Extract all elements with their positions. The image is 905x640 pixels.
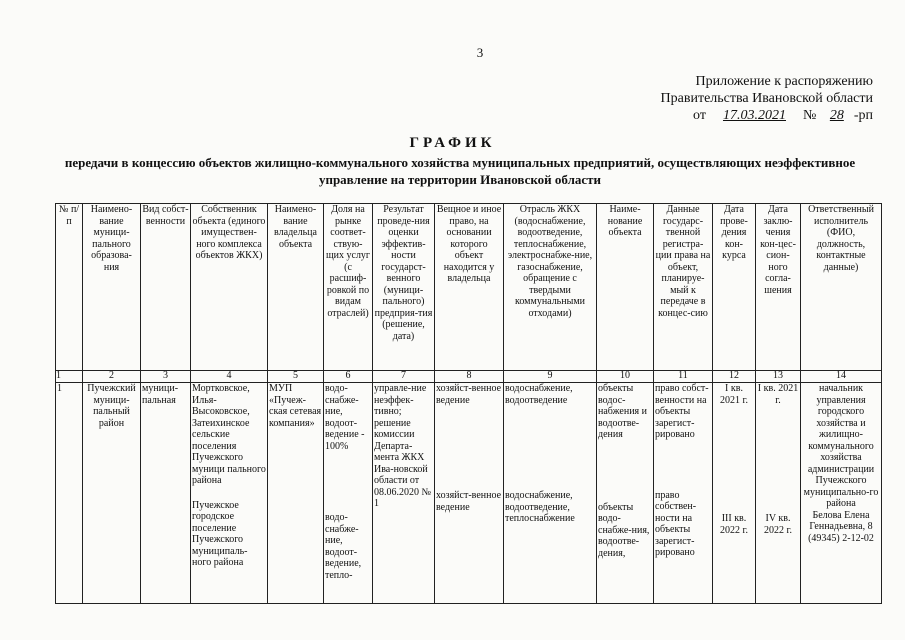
column-number: 14 [801,371,882,383]
appendix-line-1: Приложение к распоряжению [695,74,873,89]
row-number: 1 [56,383,83,604]
header-cell: Ответственный исполнитель (ФИО, должность, контактные данные) [801,204,882,371]
registration-entry: право собст-венности на объекты зарегист-рировано [655,383,709,440]
column-number: 13 [756,371,801,383]
appendix-line-3 [661,107,873,124]
column-number: 11 [654,371,713,383]
column-number: 8 [435,371,504,383]
header-cell: № п/п [56,204,83,371]
page-number: 3 [476,45,484,60]
market-share-entry: водо-снабже-ние, водоот-ведение, тепло- [325,512,362,581]
appendix-prefix: от [693,108,706,123]
object-name-entry: объекты водо-снабже-ния, водоотве-дения, [598,501,650,559]
owner-entry: Мортковское, Илья-Высоковское, Затеихинское сельские поселения Пучежского муници пального района [192,383,266,486]
header-cell: Наиме-нование объекта [597,204,654,371]
header-cell: Наимено-вание муници-пального образова-ния [83,204,141,371]
header-cell: Наимено-вание владельца объекта [268,204,324,371]
responsible-entry: начальник управления городского хозяйства и жилищно-коммунального хозяйства администрации Пучежского муниципально-го района [803,383,879,509]
holder-cell: МУП «Пучеж-ская сетевая компания» [268,383,324,604]
property-right-entry: хозяйст-венное ведение [436,383,502,406]
column-number: 1 [56,371,83,383]
document-title: ГРАФИК [409,135,496,151]
tender-date-cell [713,383,756,604]
header-cell: Доля на рынке соответ-ствую-щих услуг (с расшиф-ровкой по видам отраслей) [324,204,373,371]
column-number: 4 [191,371,268,383]
property-right-cell [435,383,504,604]
header-cell: Вещное и иное право, на основании которого объект находится у владельца [435,204,504,371]
responsible-cell [801,383,882,604]
registration-cell [654,383,713,604]
market-share-cell [324,383,373,604]
table-header-row [56,204,882,371]
column-number: 9 [504,371,597,383]
appendix-number-label: № [802,108,817,123]
sector-entry: водоснабжение, водоотведение, теплоснабжение [505,490,575,524]
table-row [56,383,882,604]
header-cell: Дата прове-дения кон-курса [713,204,756,371]
column-number: 10 [597,371,654,383]
column-number: 3 [141,371,191,383]
appendix-number: 28 [829,108,844,123]
tender-date-entry: III кв. 2022 г. [720,513,748,536]
municipality-cell: Пучежский муници-пальный район [83,383,141,604]
object-name-entry: объекты водос-набжения и водоотве-дения [598,383,647,440]
header-cell: Собственник объекта (единого имуществен-ного комплекса объектов ЖКХ) [191,204,268,371]
registration-entry: право собствен-ности на объекты зарегист-рировано [655,489,697,558]
appendix-block [661,73,873,124]
agreement-date-entry: IV кв. 2022 г. [764,513,792,536]
responsible-entry: Белова Елена Геннадьевна, 8 (49345) 2-12-02 [808,509,874,544]
owner-entry: Пучежское городское поселение Пучежского муниципаль-ного района [192,499,248,568]
header-cell: Отрасль ЖКХ (водоснабжение, водоотведение, теплоснабжение, электроснабже-ние, газоснабжение, обращение с твердыми коммунальными отходами) [504,204,597,371]
appendix-line-2: Правительства Ивановской области [660,91,873,106]
column-number-row [56,371,882,383]
header-cell: Дата заклю-чения кон-цес-сион-ного согла-шения [756,204,801,371]
object-name-cell [597,383,654,604]
sector-entry: водоснабжение, водоотведение [505,383,573,406]
tender-date-entry: I кв. 2021 г. [720,383,748,406]
appendix-date: 17.03.2021 [722,108,786,123]
document-subtitle: передачи в концессию объектов жилищно-коммунального хозяйства муниципальных предприятий, осуществляющих неэффективное управление на территории Ивановской области [64,155,856,187]
owner-cell [191,383,268,604]
column-number: 12 [713,371,756,383]
property-right-entry: хозяйст-венное ведение [436,490,502,513]
sector-cell [504,383,597,604]
schedule-table [55,203,882,604]
ownership-type-cell: муници-пальная [141,383,191,604]
agreement-date-entry: I кв. 2021 г. [757,383,799,406]
header-cell: Данные государс-твенной регистра-ции права на объект, планируе-мый к передаче в концес-сию [654,204,713,371]
column-number: 5 [268,371,324,383]
market-share-entry: водо-снабже-ние, водоот-ведение - 100% [325,383,365,452]
header-cell: Вид собст-венности [141,204,191,371]
evaluation-cell: управле-ние неэффек-тивно; решение комиссии Департа-мента ЖКХ Ива-новской области от 08.06.2020 № 1 [373,383,435,604]
header-cell: Результат проведе-ния оценки эффектив-ности государст-венного (муници-пального) предприя-тия (решение, дата) [373,204,435,371]
column-number: 6 [324,371,373,383]
appendix-suffix: -рп [853,108,873,123]
column-number: 2 [83,371,141,383]
column-number: 7 [373,371,435,383]
agreement-date-cell [756,383,801,604]
